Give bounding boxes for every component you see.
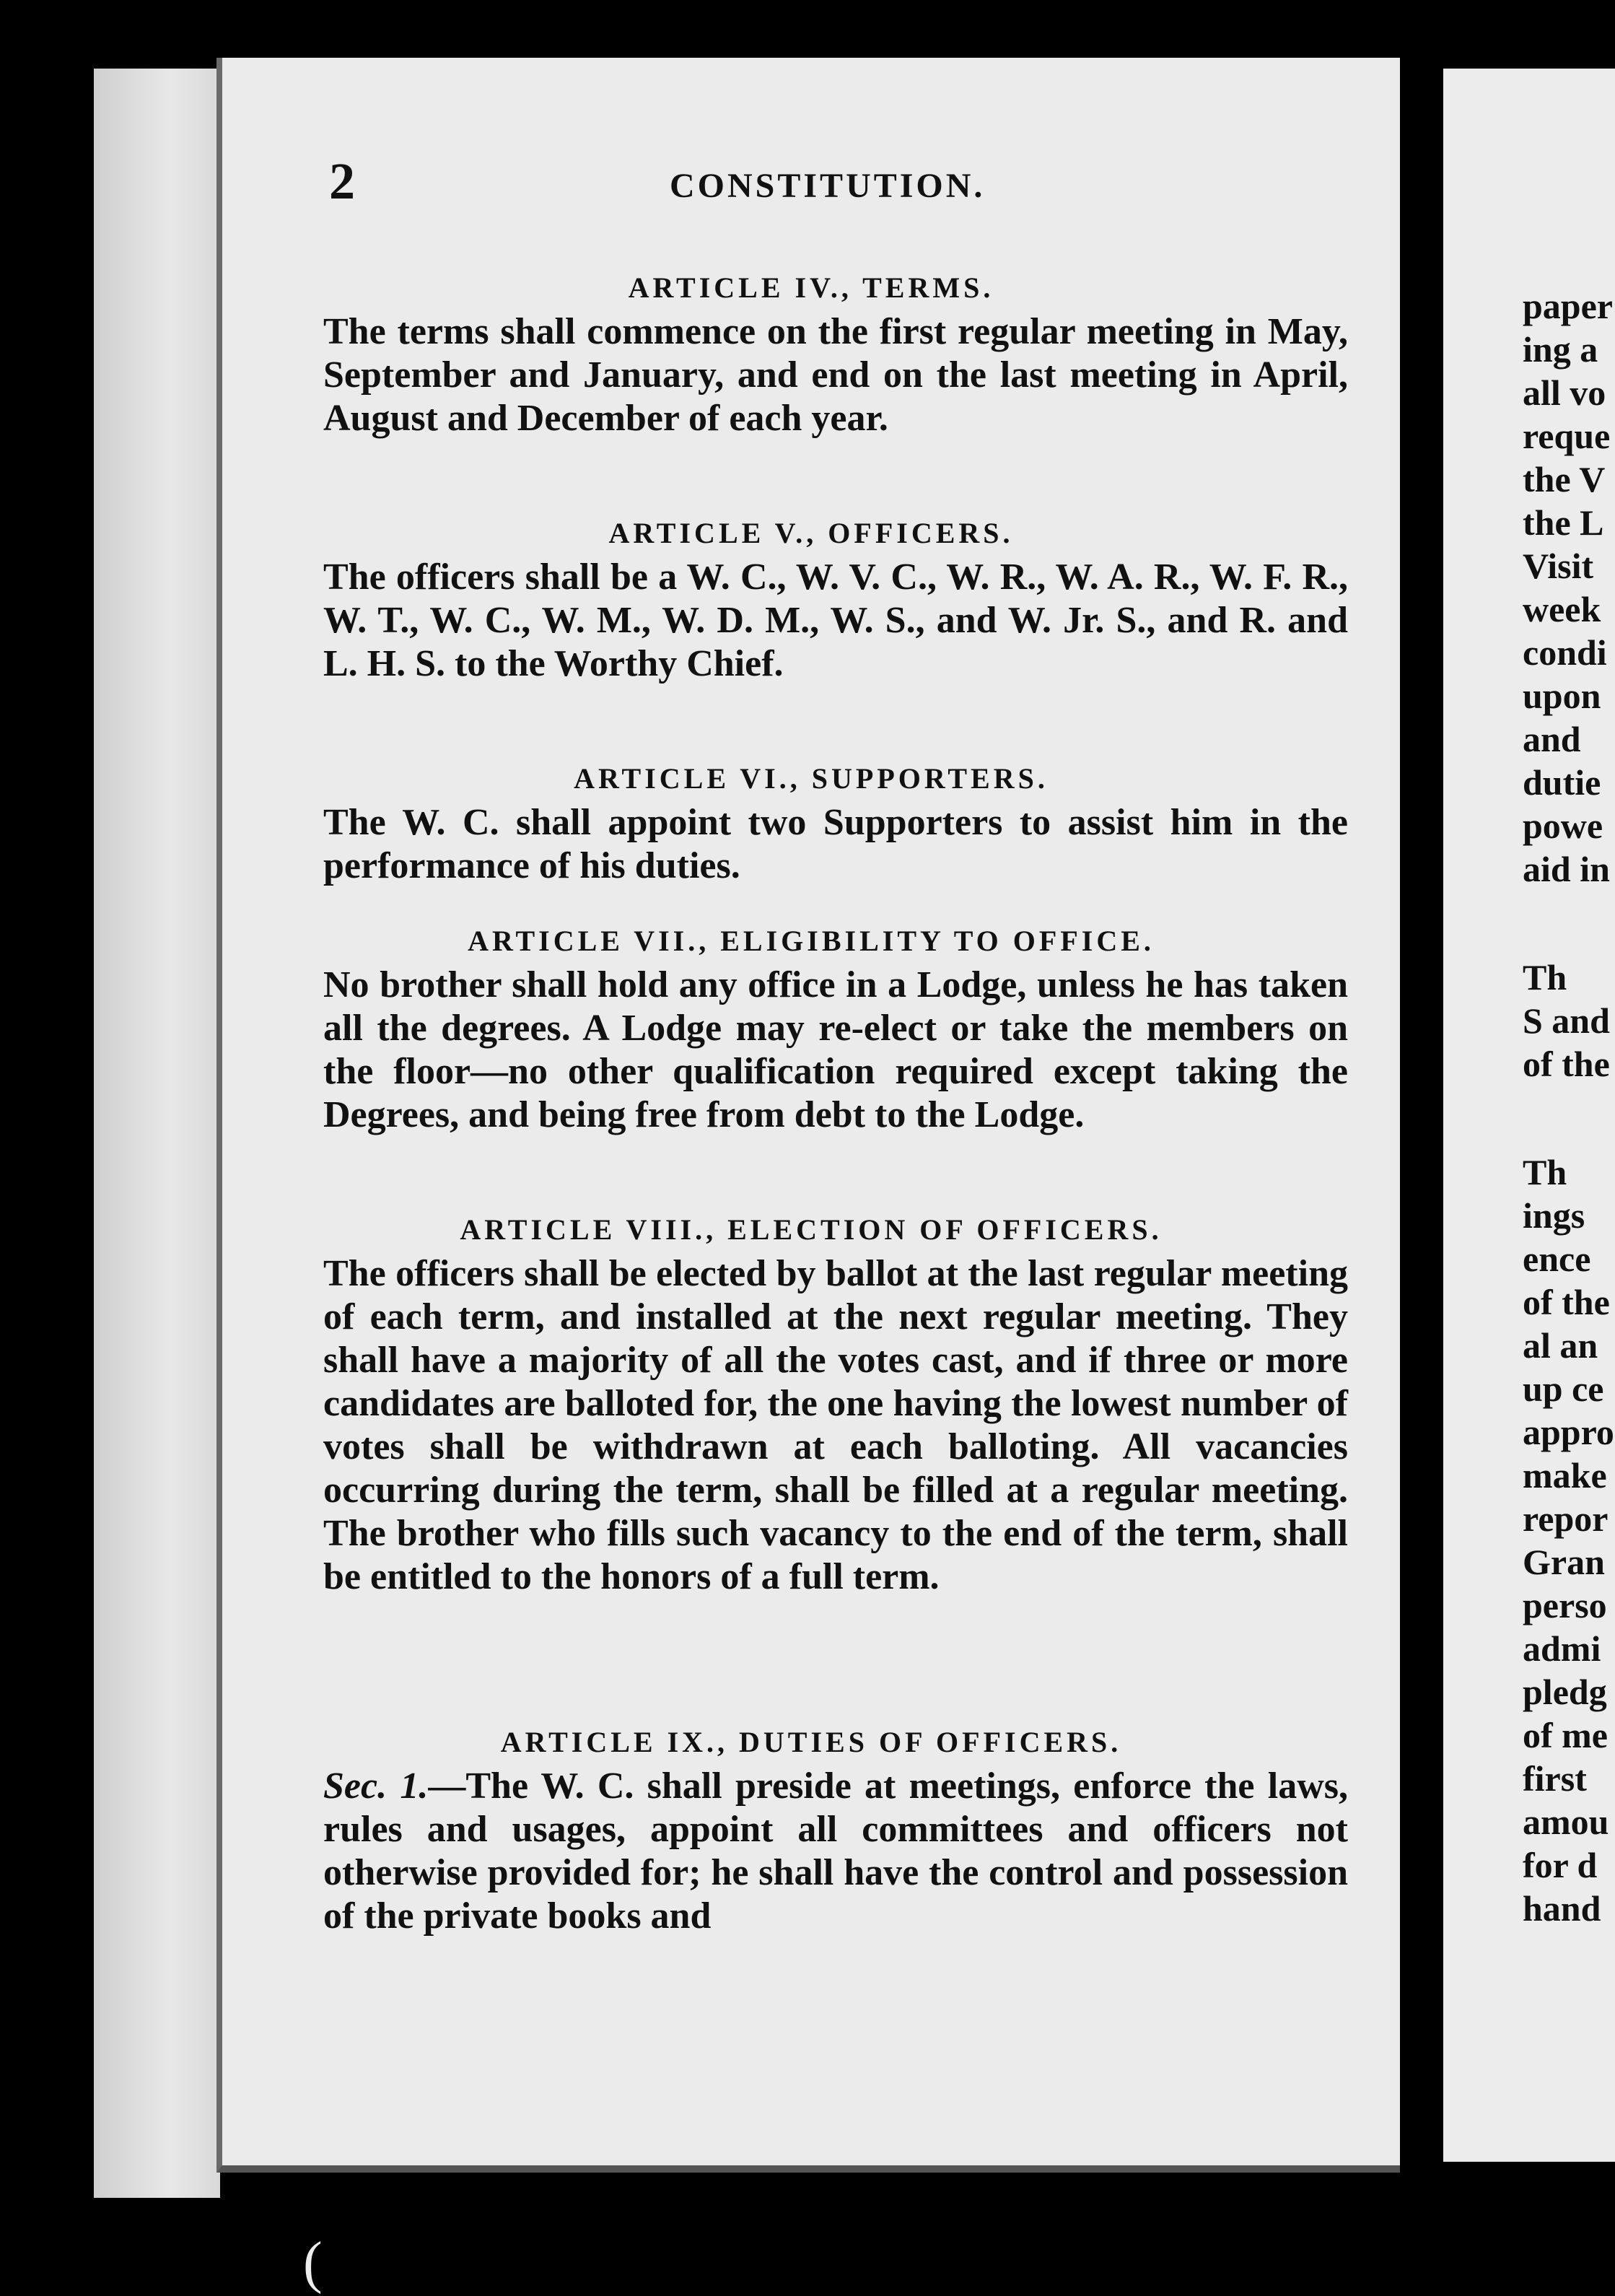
facing-line: and <box>1523 719 1581 759</box>
article-text: The W. C. shall appoint two Supporters to assist him in the performance of his duties. <box>323 802 1348 886</box>
facing-line: first <box>1523 1758 1587 1799</box>
facing-line: reque <box>1523 416 1611 456</box>
facing-line: aid in <box>1523 849 1610 889</box>
facing-line: the V <box>1523 459 1606 499</box>
article-text: The officers shall be elected by ballot at the last regular meeting of each term, and installed at the next regular meeting. They shall have a majority of all the votes cast, and if three or more candidates are balloted for, the one having the lowest number of votes shall be withdrawn at each balloting. All vacancies occurring during the term, shall be filled at a regular meeting. The brother who fills such vacancy to the end of the term, shall be entitled to the honors of a full term. <box>323 1253 1348 1597</box>
facing-line: of the <box>1523 1044 1610 1084</box>
facing-line: make <box>1523 1455 1607 1496</box>
facing-line: S and <box>1523 1000 1610 1041</box>
facing-line: appro <box>1523 1412 1614 1452</box>
facing-line: ings <box>1523 1195 1585 1236</box>
article-heading: ARTICLE VI., SUPPORTERS. <box>574 762 1049 795</box>
article-heading: ARTICLE VIII., ELECTION OF OFFICERS. <box>460 1213 1163 1246</box>
facing-line: ence <box>1523 1239 1591 1279</box>
article-heading: ARTICLE V., OFFICERS. <box>608 517 1014 549</box>
facing-line: Gran <box>1523 1542 1605 1582</box>
facing-line: week <box>1523 589 1601 629</box>
facing-line: Th <box>1523 1152 1567 1192</box>
facing-line: dutie <box>1523 762 1601 803</box>
article-heading: ARTICLE IX., DUTIES OF OFFICERS. <box>500 1726 1122 1758</box>
article-text: The officers shall be a W. C., W. V. C., W. R., W. A. R., W. F. R., W. T., W. C., W. M., W. D. M., W. S., and W. Jr. S., and R. and L. H. S. to the Worthy Chief. <box>323 556 1348 684</box>
facing-line: amou <box>1523 1802 1609 1842</box>
facing-line: hand <box>1523 1888 1601 1929</box>
page-number: 2 <box>329 152 355 210</box>
facing-line: ing a <box>1523 329 1598 370</box>
facing-line: upon <box>1523 676 1601 716</box>
facing-page-edge <box>1443 69 1615 2162</box>
facing-line: condi <box>1523 632 1607 673</box>
article-heading: ARTICLE IV., TERMS. <box>628 271 994 304</box>
article-text: No brother shall hold any office in a Lodge, unless he has taken all the degrees. A Lodge may re-elect or take the members on the floor—no other qualification required except taking the Degrees, and being free from debt to the Lodge. <box>323 964 1348 1135</box>
article-text <box>323 1765 1348 1938</box>
facing-line: for d <box>1523 1845 1598 1885</box>
facing-line: all vo <box>1523 372 1606 413</box>
article-heading: ARTICLE VII., ELIGIBILITY TO OFFICE. <box>468 925 1155 957</box>
book-page <box>216 58 1400 2173</box>
facing-line: up ce <box>1523 1369 1604 1409</box>
article-text: The terms shall commence on the first regular meeting in May, September and January, and end on the last meeting in April, August and December of each year. <box>323 311 1348 439</box>
section-text: —The W. C. shall preside at meetings, enforce the laws, rules and usages, appoint all committees and officers not otherwise provided for; he shall have the control and possession of the private books and <box>323 1765 1348 1937</box>
facing-line: powe <box>1523 806 1603 846</box>
facing-line: perso <box>1523 1585 1607 1625</box>
facing-line: pledg <box>1523 1672 1607 1712</box>
facing-line: Visit <box>1523 546 1594 586</box>
facing-line: admi <box>1523 1628 1601 1669</box>
facing-line: Th <box>1523 957 1567 998</box>
facing-line: al an <box>1523 1325 1598 1366</box>
running-head: CONSTITUTION. <box>670 167 986 205</box>
facing-line: the L <box>1523 502 1604 543</box>
section-label: Sec. 1. <box>323 1765 429 1807</box>
facing-line: paper <box>1523 286 1613 326</box>
scan-mark: ( <box>303 2231 323 2295</box>
facing-line: repor <box>1523 1498 1609 1539</box>
previous-page-edge <box>94 69 220 2198</box>
facing-line: of the <box>1523 1282 1610 1322</box>
facing-line: of me <box>1523 1715 1608 1755</box>
